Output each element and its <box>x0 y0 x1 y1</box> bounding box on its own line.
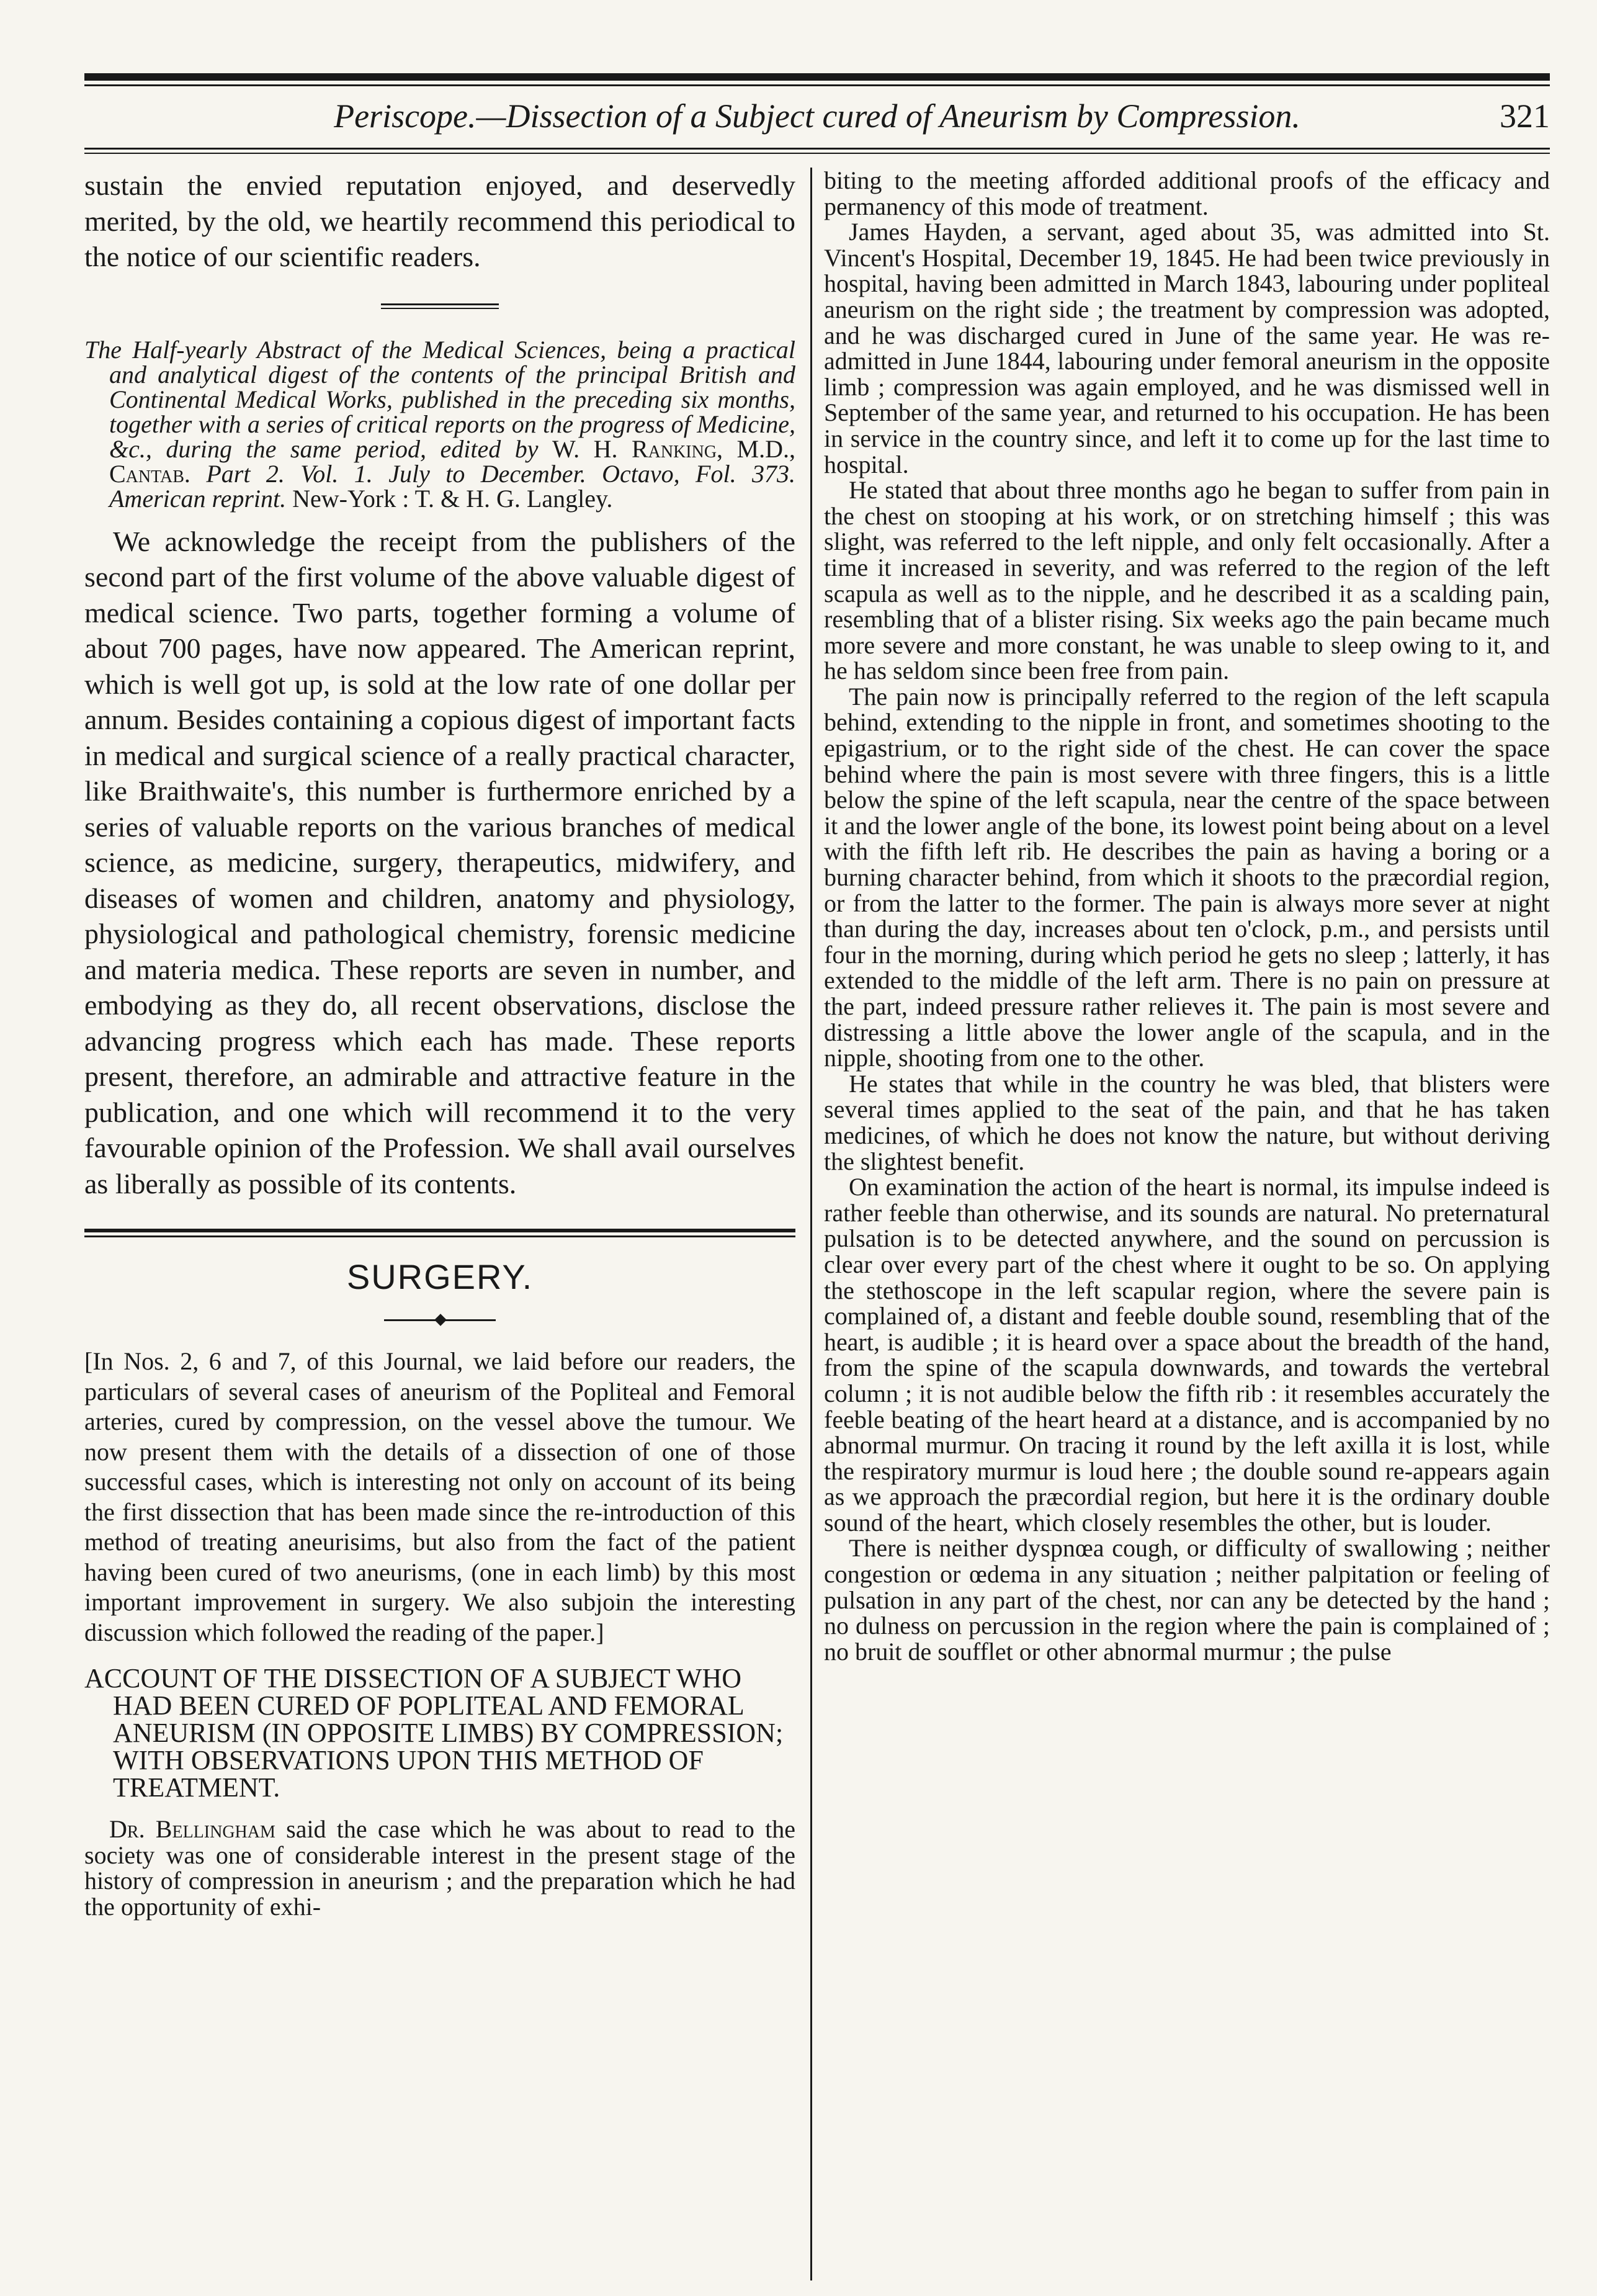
case-paragraph-7: There is neither dyspnœa cough, or difficulty of swallowing ; neither congestion or œdema in any situation ; neither palpitation or feeling of pulsation in any part of the chest, nor can any be detected by the hand ; no dulness on percussion in the region where the pain is complained of ; no bruit de soufflet or other abnormal murmur ; the pulse <box>824 1534 1550 1666</box>
top-border-rule-thin <box>84 84 1550 86</box>
section-heading-surgery: SURGERY. <box>346 1257 534 1296</box>
notice-rule <box>381 303 499 305</box>
right-column <box>824 168 1550 2284</box>
header-rule <box>84 148 1550 150</box>
intro-paragraph: sustain the envied reputation enjoyed, and deservedly merited, by the old, we heartily recommend this periodical to the notice of our scientific readers. <box>84 169 795 272</box>
page-number: 321 <box>1500 97 1550 135</box>
section-rule-thin <box>84 1235 795 1237</box>
book-editor: W. H. Ranking, M.D., Cantab. <box>109 434 795 488</box>
running-title: Periscope.—Dissection of a Subject cured of Aneurism by Compression. <box>334 97 1300 135</box>
book-notice-heading <box>84 335 795 513</box>
case-paragraph-5: He states that while in the country he was bled, that blisters were several times applied to the seat of the pain, and that he has taken medicines, of which he does not know the nature, but without deriving the slightest benefit. <box>824 1069 1550 1175</box>
running-head <box>84 92 1550 140</box>
case-paragraph-1: biting to the meeting afforded additional proofs of the efficacy and permanency of this mode of treatment. <box>824 168 1550 220</box>
section-rule <box>84 1229 795 1232</box>
case-paragraph-2: James Hayden, a servant, aged about 35, was admitted into St. Vincent's Hospital, December 19, 1845. He had been twice previously in hospital, having been admitted in March 1843, labouring under popliteal aneurism on the right side ; the treatment by compression was adopted, and he was discharged cured in June of the same year. He was re-admitted in June 1844, labouring under femoral aneurism in the opposite limb ; compression was again employed, and he was dismissed well in September of the same year, and returned to his occupation. He has been in service in the country since, and left it to come up for the last time to hospital. <box>824 218 1550 478</box>
speaker-name: Dr. Bellingham <box>109 1815 275 1843</box>
editorial-note: [In Nos. 2, 6 and 7, of this Journal, we laid before our readers, the particulars of several cases of aneurism of the Popliteal and Femoral arteries, cured by compression, on the vessel above the tumour. We now present them with the details of a dissection of one of those successful cases, which is interesting not only on account of its being the first dissection that has been made since the re-introduction of this method of treating aneurisims, but also from the fact of the patient having been cured of two aneurisms, (one in each limb) by this most important improvement in surgery. We also subjoin the interesting discussion which followed the reading of the paper.] <box>84 1347 795 1646</box>
article-opening <box>84 1816 795 1919</box>
book-title: The Half-yearly Abstract of the Medical Sciences, being a practical and analytical digest of the contents of the principal British and Continental Medical Works, published in the preceding six months, together with a series of critical reports on the progress of Medicine, &c., during the same period, edited by <box>84 335 795 463</box>
top-border-rule <box>84 73 1550 81</box>
review-paragraph: We acknowledge the receipt from the publishers of the second part of the first volume of the above valuable digest of medical science. Two parts, together forming a volume of about 700 pages, have now appeared. The American reprint, which is well got up, is sold at the low rate of one dollar per annum. Besides containing a copious digest of important facts in medical and surgical science of a really practical character, like Braithwaite's, this number is furthermore enriched by a series of valuable reports on the various branches of medical science, as medicine, surgery, therapeutics, midwifery, and diseases of women and children, anatomy and physiology, physiological and pathological chemistry, forensic medicine and materia medica. These reports are seven in number, and embodying as they do, all recent observations, disclose the advancing progress which each has made. These reports present, therefore, an admirable and attractive feature in the publication, and one which will recommend it to the very favourable opinion of the Profession. We shall avail ourselves as liberally as possible of its contents. <box>84 525 795 1200</box>
case-paragraph-6: On examination the action of the heart is normal, its impulse indeed is rather feeble than otherwise, and its sounds are natural. No preternatural pulsation is to be detected anywhere, and the sound on percussion is clear over every part of the chest where it ought to be so. On applying the stethoscope in the left scapular region, where the severe pain is complained of, a distant and feeble double sound, resembling that of the heart, is audible ; it is heard over a space about the breadth of the hand, from the spine of the scapula downwards, and towards the vertebral column ; it is not audible below the fifth rib : it resembles accurately the feeble beating of the heart heard at a distance, and is accompanied by no abnormal murmur. On tracing it round by the left axilla it is lost, while the respiratory murmur is loud here ; the double sound re-appears again as we approach the præcordial region, but here it is the ordinary double sound of the heart, which closely resembles the other, but is louder. <box>824 1173 1550 1536</box>
book-details: Part 2. Vol. 1. July to December. Octavo, Fol. 373. American reprint. <box>109 459 795 513</box>
column-divider <box>810 168 812 2280</box>
ornament-divider <box>84 1306 795 1330</box>
case-paragraph-4: The pain now is principally referred to the region of the left scapula behind, extending to the nipple in front, and sometimes shooting to the epigastrium, or to the right side of the chest. He can cover the space behind where the pain is most severe with three fingers, this is a little below the spine of the left scapula, near the centre of the space between it and the lower angle of the bone, its lowest point being about on a level with the fifth left rib. He describes the pain as having a boring or a burning character behind, from which it shoots to the præcordial region, or from the latter to the former. The pain is always more sever at night than during the day, increases about ten o'clock, p.m., and persists until four in the morning, during which period he gets no sleep ; latterly, it has extended to the middle of the left arm. There is no pain on pressure at the part, indeed pressure rather relieves it. The pain is most severe and distressing a little above the lower angle of the scapula, and in the nipple, shooting from one to the other. <box>824 682 1550 1072</box>
left-column <box>84 168 795 2284</box>
article-title: ACCOUNT OF THE DISSECTION OF A SUBJECT WHO HAD BEEN CURED OF POPLITEAL AND FEMORAL ANEURISM (IN OPPOSITE LIMBS) BY COMPRESSION; WITH OBSERVATIONS UPON THIS METHOD OF TREATMENT. <box>84 1663 784 1803</box>
header-rule-thin <box>84 153 1550 154</box>
book-publisher: New-York : T. & H. G. Langley. <box>292 484 613 513</box>
case-paragraph-3: He stated that about three months ago he began to suffer from pain in the chest on stooping at his work, or on stretching himself ; this was slight, was referred to the left nipple, and only felt occasionally. After a time it increased in severity, and was referred to the region of the left scapula as well as to the nipple, and he described it as a scalding pain, resembling that of a blister rising. Six weeks ago the pain became much more severe and more constant, he was unable to sleep owing to it, and he has seldom since been free from pain. <box>824 476 1550 685</box>
ornament-diamond-icon <box>384 1319 496 1321</box>
article-opening-text: said the case which he was about to read to the society was one of considerable interest in the present stage of the history of compression in aneurism ; and the preparation which he had the opportunity of exhi- <box>84 1815 795 1921</box>
notice-rule-thin <box>381 308 499 309</box>
